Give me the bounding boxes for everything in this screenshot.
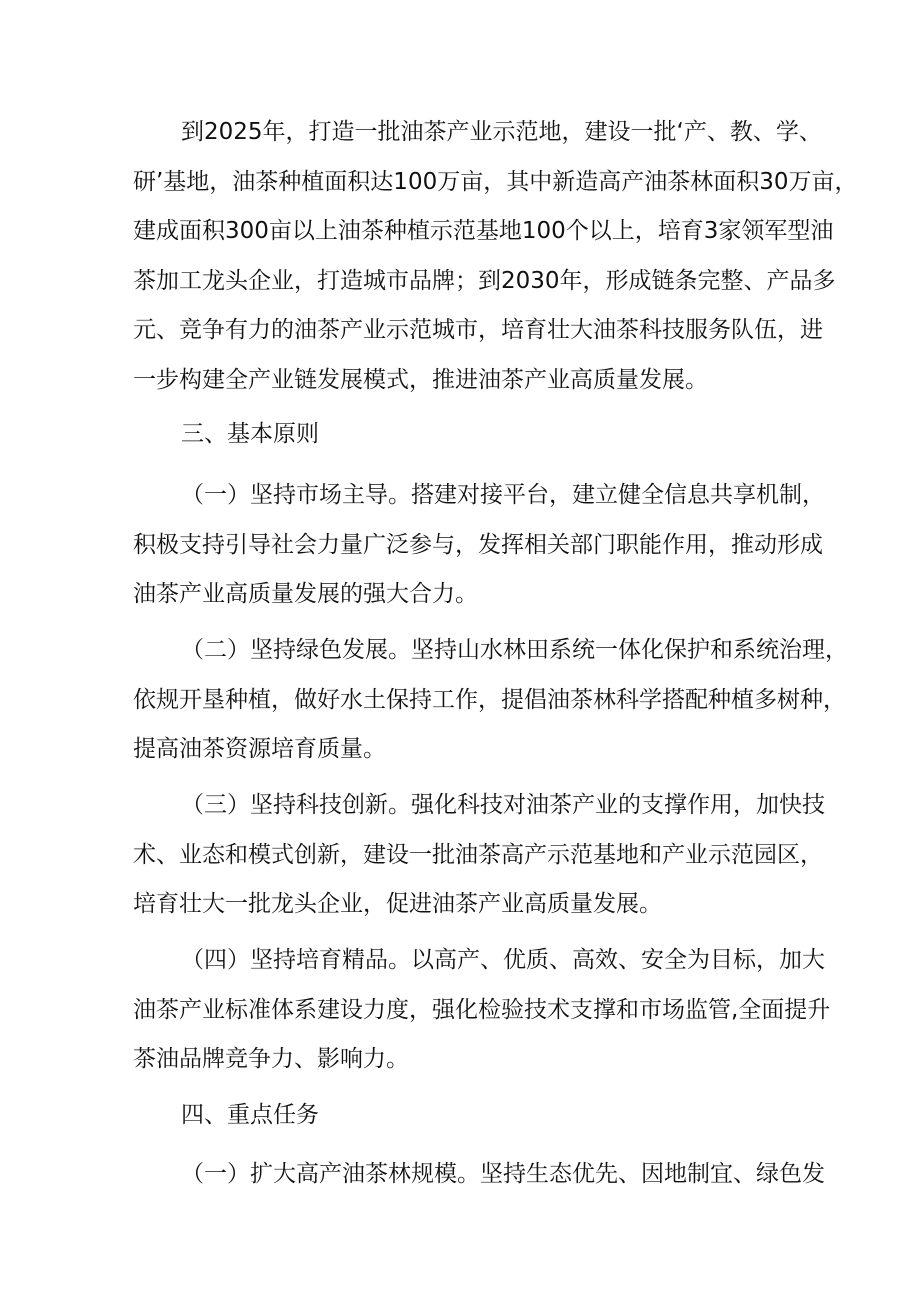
paragraph-line: 依规开垦种植，做好水土保持工作，提倡油茶林科学搭配种植多树种，: [133, 686, 846, 713]
paragraph-line: 元、竞争有力的油茶产业示范城市，培育壮大油茶科技服务队伍，进: [133, 317, 823, 343]
paragraph-line: 油茶产业高质量发展的强大合力。: [133, 581, 478, 607]
paragraph-line: 术、业态和模式创新，建设一批油茶高产示范基地和产业示范园区，: [133, 841, 823, 868]
paragraph-line: （一）扩大高产油茶林规模。坚持生态优先、因地制宜、绿色发: [181, 1161, 825, 1187]
section-heading-key-tasks: 四、重点任务: [181, 1102, 319, 1128]
paragraph-principle-green: [133, 626, 848, 775]
section-heading-basic-principles: 三、基本原则: [181, 421, 319, 447]
paragraph-line: （一）坚持市场主导。搭建对接平台，建立健全信息共享机制，: [181, 482, 825, 508]
paragraph-principle-innovation: [133, 781, 823, 930]
paragraph-line: 一步构建全产业链发展模式，推进油茶产业高质量发展。: [133, 366, 708, 393]
paragraph-line: （二）坚持绿色发展。坚持山水林田系统一体化保护和系统治理，: [181, 637, 848, 663]
paragraph-line: （四）坚持培育精品。以高产、优质、高效、安全为目标，加大: [181, 947, 825, 973]
paragraph-line: 油茶产业标准体系建设力度，强化检验技术支撑和市场监管,全面提升: [133, 996, 831, 1023]
paragraph-principle-market: [133, 471, 823, 620]
paragraph-line: 茶加工龙头企业，打造城市品牌；到2030年，形成链条完整、产品多: [133, 267, 836, 294]
paragraph-line: 建成面积300亩以上油茶种植示范基地100个以上，培育3家领军型油: [133, 218, 834, 244]
paragraph-line: （三）坚持科技创新。强化科技对油茶产业的支撑作用，加快技: [181, 792, 825, 818]
paragraph-principle-quality: [133, 936, 831, 1085]
paragraph-line: 培育壮大一批龙头企业，促进油茶产业高质量发展。: [133, 891, 662, 917]
paragraph-line: 提高油茶资源培育质量。: [133, 736, 386, 762]
paragraph-line: 到2025年，打造一批油茶产业示范地，建设一批‘产、教、学、: [181, 119, 822, 145]
paragraph-line: 茶油品牌竞争力、影响力。: [133, 1046, 409, 1072]
paragraph-development-goals: [133, 108, 858, 405]
paragraph-line: 积极支持引导社会力量广泛参与，发挥相关部门职能作用，推动形成: [133, 531, 823, 558]
paragraph-line: 研’基地，油茶种植面积达100万亩，其中新造高产油茶林面积30万亩，: [133, 168, 858, 195]
paragraph-task-expand: [133, 1150, 823, 1200]
